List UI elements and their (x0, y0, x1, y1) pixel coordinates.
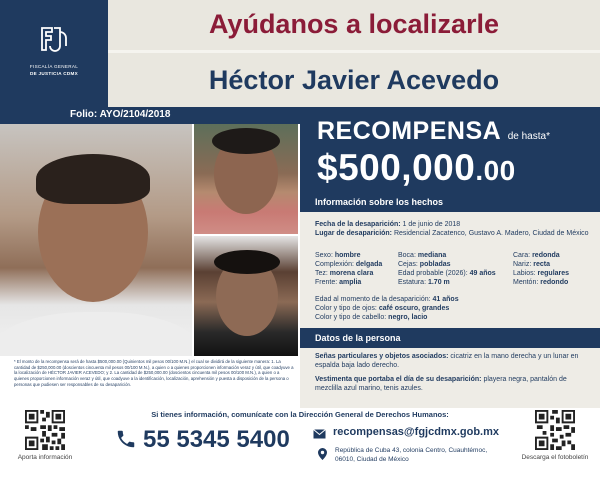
clothes-label: Vestimenta que portaba el día de su desaparición: (315, 376, 482, 384)
hair-shape (36, 154, 150, 204)
location-pin-icon (318, 448, 327, 460)
main-photo (0, 124, 192, 356)
person-name: Héctor Javier Acevedo (208, 65, 500, 95)
hair-shape (214, 250, 280, 274)
trait-row (513, 261, 569, 270)
secondary-photo-top (192, 124, 298, 236)
facts-section-title: Información sobre los hechos (300, 192, 600, 212)
header-name-bar (108, 50, 600, 107)
place-value: Residencial Zacatenco, Gustavo A. Madero, Ciudad de México (393, 230, 589, 237)
reward-amount-value: $500,000 (317, 147, 476, 188)
phone-row (115, 426, 290, 454)
hair-row (315, 314, 427, 323)
reward-word: RECOMPENSA (317, 117, 501, 145)
eyes-value: café oscuro, grandes (378, 305, 450, 312)
qr-code-right[interactable] (535, 410, 575, 450)
trait-label: Frente: (315, 278, 338, 286)
org-name-line2: DE JUSTICIA CDMX (29, 71, 79, 76)
trait-row (315, 279, 382, 288)
hair-value: negro, lacio (388, 314, 428, 321)
reward-amount (317, 147, 516, 189)
hair-label: Color y tipo de cabello: (315, 314, 387, 321)
org-name-line1: FISCALÍA GENERAL (29, 64, 79, 69)
trait-label: Cara: (513, 252, 531, 259)
reward-up-to: de hasta* (507, 131, 550, 142)
phone-number[interactable]: 55 5345 5400 (143, 426, 290, 453)
trait-value: hombre (334, 252, 361, 259)
reward-heading (317, 117, 550, 146)
poster-title: Ayúdanos a localizarle (208, 9, 500, 39)
reward-fine-print: * El monto de la recompensa será de hasta $500,000.00 (Quinientos mil pesos 00/100 M.N.) el cual se dividirá de la siguiente manera: 1. La cantidad de $250,000.00 (doscientos cincuenta mil pesos 00/100 M.N.), a quien o a quienes proporcionen información veraz y útil, que coadyuve a la localización de HÉCTOR JAVIER ACEVEDO; y 2. La cantidad de $250,000.00 (doscientos cincuenta mil pesos 00/100 M.N.), a quien o a quienes proporcionen información veraz y útil, que coadyuve a la identificación, localización, aprehensión y puesta a disposición de la persona o personas que pudiesen ser responsables de su desaparición. (0, 356, 300, 408)
header-title-bar (108, 0, 600, 50)
place-label: Lugar de desaparición: (315, 230, 393, 237)
clothes-row (315, 375, 590, 393)
place-row (315, 230, 589, 239)
trait-row (513, 279, 569, 288)
traits-column-3 (513, 252, 569, 288)
trait-value: pobladas (419, 260, 451, 268)
reward-block (300, 107, 600, 192)
trait-label: Labios: (513, 269, 536, 277)
qr-left-caption: Aporta información (17, 454, 73, 461)
trait-row (315, 270, 382, 279)
eyes-label: Color y tipo de ojos: (315, 305, 377, 312)
trait-label: Boca: (398, 252, 416, 259)
qr-right-caption: Descarga el fotoboletín (521, 454, 589, 461)
contact-line: Si tienes información, comunícate con la Dirección General de Derechos Humanos: (151, 410, 449, 419)
age-value: 41 años (432, 296, 459, 303)
date-label: Fecha de la desaparición: (315, 221, 401, 228)
trait-row (398, 279, 496, 288)
trait-value: mediana (417, 252, 447, 259)
trait-label: Estatura: (398, 278, 427, 286)
trait-label: Mentón: (513, 278, 539, 286)
trait-value: redonda (532, 252, 560, 259)
facts-panel (300, 212, 600, 328)
address (335, 446, 505, 464)
person-panel (300, 348, 600, 408)
traits-column-2 (398, 252, 496, 288)
address-line-1: República de Cuba 43, colonia Centro, Cuauhtémoc, (335, 447, 488, 454)
eyes-row (315, 305, 449, 314)
phone-icon (115, 428, 137, 450)
trait-row (513, 270, 569, 279)
traits-column-1 (315, 252, 382, 288)
marks-label: Señas particulares y objetos asociados: (315, 353, 449, 360)
trait-row (315, 252, 382, 261)
email-icon (313, 429, 326, 439)
trait-label: Cejas: (398, 260, 418, 268)
trait-value: delgada (355, 260, 383, 268)
marks-value: cicatriz en la mano derecha y un lunar en espalda baja lado derecho. (315, 353, 579, 370)
email-address[interactable]: recompensas@fgjcdmx.gob.mx (333, 426, 499, 438)
age-label: Edad al momento de la desaparición: (315, 296, 431, 303)
trait-row (398, 270, 496, 279)
age-row (315, 296, 459, 305)
trait-value: morena clara (329, 269, 374, 277)
reward-amount-cents: .00 (475, 155, 516, 186)
trait-label: Complexión: (315, 260, 354, 268)
qr-code-left[interactable] (25, 410, 65, 450)
trait-label: Tez: (315, 269, 328, 277)
trait-label: Nariz: (513, 260, 532, 268)
hair-shape (212, 128, 280, 154)
trait-label: Sexo: (315, 252, 333, 259)
person-section-title: Datos de la persona (300, 328, 600, 348)
trait-value: redondo (540, 278, 569, 286)
secondary-photo-bottom (192, 236, 298, 356)
date-value: 1 de junio de 2018 (402, 221, 461, 228)
address-line-2: 06010, Ciudad de México (335, 456, 409, 464)
trait-row (398, 261, 496, 270)
trait-value: recta (533, 260, 550, 268)
marks-row (315, 352, 590, 370)
trait-row (513, 252, 569, 261)
clothes-value: playera negra, pantalón de mezclilla azul marino, tenis azules. (315, 376, 567, 393)
trait-value: 49 años (469, 269, 496, 277)
shirt-shape (0, 312, 192, 356)
fgj-logo-icon (38, 24, 70, 56)
trait-row (398, 252, 496, 261)
footer (0, 408, 600, 480)
org-logo-block (0, 0, 108, 107)
trait-label: Edad probable (2026): (398, 269, 468, 277)
trait-value: regulares (537, 269, 570, 277)
trait-row (315, 261, 382, 270)
folio-number: Folio: AYO/2104/2018 (0, 107, 300, 124)
date-row (315, 221, 460, 230)
trait-value: amplia (339, 278, 362, 286)
trait-value: 1.70 m (427, 278, 450, 286)
